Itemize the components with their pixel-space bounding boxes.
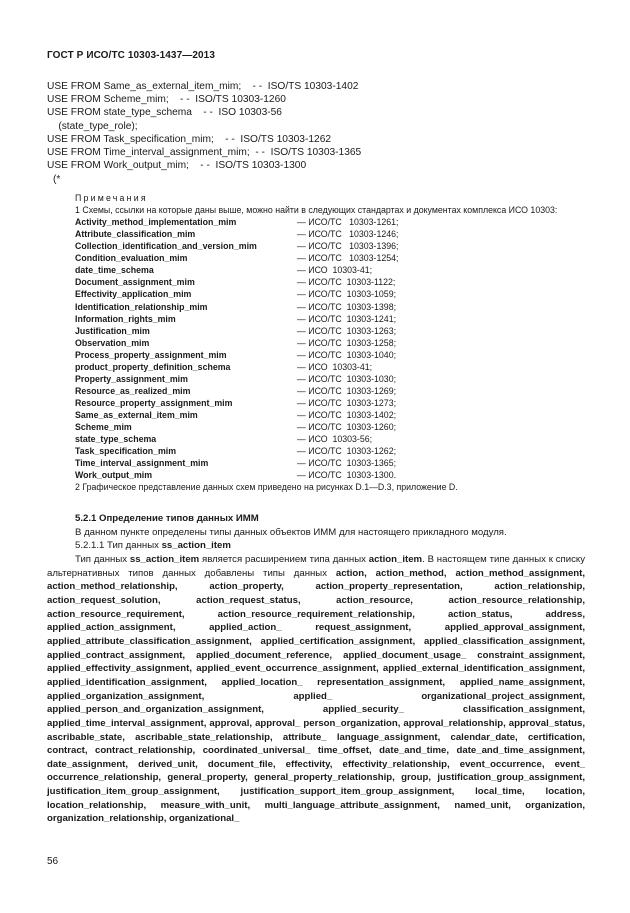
section-intro: В данном пункте определены типы данных объектов ИММ для настоящего прикладного модуля. (75, 526, 507, 538)
schema-name: Effectivity_application_mim (75, 289, 192, 300)
subsection-type-name: ss_action_item (161, 540, 231, 552)
use-from-block (47, 80, 361, 172)
para-text: . В настоящем типе данных к списку альтернативных типов данных добавлены типы данных (47, 553, 585, 579)
schema-name: Attribute_classification_mim (75, 229, 196, 240)
schema-name: Process_property_assignment_mim (75, 349, 227, 360)
standard-ref: — ИСО/ТС 10303-1396; (297, 241, 399, 252)
standard-ref: — ИСО/ТС 10303-1040; (297, 349, 397, 360)
use-from-line: (state_type_role); (47, 120, 138, 132)
standard-ref: — ИСО 10303-56; (297, 434, 373, 445)
use-from-line: USE FROM Time_interval_assignment_mim; - - ISO/TS 10303-1365 (47, 146, 362, 158)
standard-ref: — ИСО/ТС 10303-1269; (297, 385, 397, 396)
standard-ref: — ИСО/ТС 10303-1273; (297, 397, 397, 408)
standard-ref: — ИСО/ТС 10303-1059; (297, 289, 397, 300)
standard-ref: — ИСО/ТС 10303-1241; (297, 313, 397, 324)
schema-name: Scheme_mim (75, 421, 132, 432)
schema-name: Same_as_external_item_mim (75, 409, 198, 420)
type-definition-paragraph (47, 553, 585, 826)
page-header: ГОСТ Р ИСО/ТС 10303-1437—2013 (47, 50, 215, 61)
para-text: Тип данных (75, 553, 130, 565)
schema-name: Document_assignment_mim (75, 277, 195, 288)
reference-row (75, 252, 585, 264)
reference-row (75, 228, 585, 240)
standard-ref: — ИСО/ТС 10303-1030; (297, 373, 397, 384)
standard-ref: — ИСО/ТС 10303-1258; (297, 337, 397, 348)
notes-title: Примечания (75, 193, 148, 203)
reference-row (75, 361, 585, 373)
use-from-line: USE FROM Scheme_mim; - - ISO/TS 10303-1260 (47, 94, 286, 106)
reference-row (75, 469, 585, 481)
use-from-line: USE FROM Task_specification_mim; - - ISO/TS 10303-1262 (47, 133, 332, 145)
reference-row (75, 349, 585, 361)
base-type-name: action_item (368, 553, 423, 565)
section-heading: 5.2.1 Определение типов данных ИММ (75, 513, 259, 524)
standard-ref: — ИСО 10303-41; (297, 265, 373, 276)
reference-row (75, 409, 585, 421)
note-1: 1 Схемы, ссылки на которые даны выше, можно найти в следующих стандартах и документах комплекса ИСО 10303: (75, 205, 558, 216)
note-2: 2 Графическое представление данных схем приведено на рисунках D.1—D.3, приложение D. (75, 482, 458, 493)
reference-row (75, 433, 585, 445)
standard-ref: — ИСО 10303-41; (297, 361, 373, 372)
schema-name: Work_output_mim (75, 470, 153, 481)
schema-name: Justification_mim (75, 325, 150, 336)
schema-name: Observation_mim (75, 337, 150, 348)
schema-name: Activity_method_implementation_mim (75, 217, 237, 228)
reference-row (75, 325, 585, 337)
reference-row (75, 421, 585, 433)
reference-row (75, 445, 585, 457)
section-body (47, 512, 585, 826)
schema-name: Identification_relationship_mim (75, 301, 208, 312)
standard-ref: — ИСО/ТС 10303-1402; (297, 409, 397, 420)
schema-name: Resource_as_realized_mim (75, 385, 191, 396)
subsection-heading (47, 539, 585, 553)
schema-name: Resource_property_assignment_mim (75, 397, 233, 408)
reference-row (75, 288, 585, 300)
schema-name: Collection_identification_and_version_mim (75, 241, 257, 252)
standard-ref: — ИСО/ТС 10303-1365; (297, 458, 397, 469)
standard-ref: — ИСО/ТС 10303-1263; (297, 325, 397, 336)
schema-name: state_type_schema (75, 434, 157, 445)
reference-row (75, 457, 585, 469)
use-from-line: USE FROM state_type_schema - - ISO 10303-56 (47, 107, 282, 119)
use-from-line: USE FROM Same_as_external_item_mim; - - ISO/TS 10303-1402 (47, 81, 359, 92)
types-list: action, action_method, action_method_assignment, action_method_relationship, action_property, action_property_representation, action_relationship, action_request_solution, action_request_status, action_resource, action_resource_relationship, action_resource_requirement, action_resource_requirement_relationship, action_status, address, applied_action_assignment, applied_action_ request_assignment, applied_approval_assignment, applied_attribute_classification_assignment, applied_certification_assignment, applied_classification_assignment, applied_contract_assignment, applied_document_reference, applied_document_usage_ constraint_assignment, applied_effectivity_assignment, applied_event_occurrence_assignment, applied_external_identification_assignment, applied_identification_assignment, applied_location_ representation_assignment, applied_name_assignment, applied_organization_assignment, applied_ organizational_project_assignment, applied_person_and_organization_assignment, applied_security_ classification_assignment, applied_time_interval_assignment, approval, approval_ person_organization, approval_relationship, approval_status, ascribable_state, ascribable_state_relationship, attribute_ language_assignment, calendar_date, certification, contract, contract_relationship, coordinated_universal_ time_offset, date_and_time, date_and_time_assignment, date_assignment, derived_unit, document_file, effectivity, effectivity_relationship, event_occurrence, event_ occurrence_relationship, general_property, general_property_relationship, group, justification_group_assignment, justification_item_group_assignment, justification_support_item_group_assignment, local_time, location, location_relationship, measure_with_unit, multi_language_attribute_assignment, named_unit, organization, organization_relationship, organizational_ (47, 567, 585, 825)
comment-open: (* (53, 174, 61, 185)
schema-name: Property_assignment_mim (75, 373, 188, 384)
type-name: ss_action_item (129, 553, 200, 565)
notes-block (47, 192, 585, 493)
standard-ref: — ИСО/ТС 10303-1398; (297, 301, 397, 312)
standard-ref: — ИСО/ТС 10303-1261; (297, 217, 399, 228)
reference-table (75, 216, 585, 481)
reference-row (75, 264, 585, 276)
standard-ref: — ИСО/ТС 10303-1246; (297, 229, 399, 240)
use-from-line: USE FROM Work_output_mim; - - ISO/TS 10303-1300 (47, 160, 307, 172)
subsection-prefix: 5.2.1.1 Тип данных (75, 540, 162, 552)
reference-row (75, 301, 585, 313)
schema-name: date_time_schema (75, 265, 154, 276)
schema-name: Time_interval_assignment_mim (75, 458, 209, 469)
schema-name: Task_specification_mim (75, 446, 177, 457)
reference-row (75, 240, 585, 252)
schema-name: Information_rights_mim (75, 313, 176, 324)
standard-ref: — ИСО/ТС 10303-1262; (297, 446, 397, 457)
page-number: 56 (47, 856, 59, 867)
schema-name: Condition_evaluation_mim (75, 253, 188, 264)
para-text: является расширением типа данных (199, 553, 369, 565)
reference-row (75, 313, 585, 325)
reference-row (75, 337, 585, 349)
reference-row (75, 373, 585, 385)
standard-ref: — ИСО/ТС 10303-1254; (297, 253, 399, 264)
reference-row (75, 276, 585, 288)
standard-ref: — ИСО/ТС 10303-1300. (297, 470, 397, 481)
reference-row (75, 385, 585, 397)
reference-row (75, 397, 585, 409)
reference-row (75, 216, 585, 228)
standard-ref: — ИСО/ТС 10303-1260; (297, 421, 397, 432)
schema-name: product_property_definition_schema (75, 361, 231, 372)
standard-ref: — ИСО/ТС 10303-1122; (297, 277, 396, 288)
